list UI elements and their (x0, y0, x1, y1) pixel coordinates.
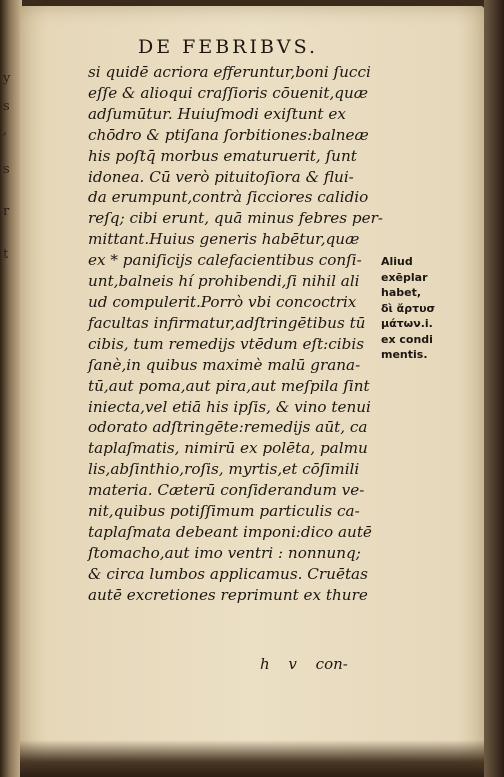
margin-note-line: Aliud (381, 255, 413, 268)
text-line: materia. Cæterū conſiderandum ve- (88, 481, 365, 500)
text-line: autē excretiones reprimunt ex thure (88, 585, 368, 604)
margin-note-line: μάτων.i. (381, 317, 433, 330)
text-line: tū,aut poma,aut pira,aut meſpila ſint (88, 376, 370, 395)
edge-glyph: r (3, 204, 10, 219)
margin-note-line: δὶ ἄρτυσ (381, 301, 436, 315)
edge-glyph: y (3, 71, 11, 86)
text-line: si quidē acriora efferuntur,boni ſucci (88, 63, 371, 81)
text-line: taplaſmata debeant imponi:dico autē (88, 522, 372, 541)
text-line: lis,abſinthio,roſis, myrtis,et cōſimili (88, 460, 360, 479)
edge-glyph: s (3, 99, 10, 114)
margin-note-line: habet, (381, 286, 422, 299)
left-page-edge (0, 0, 22, 777)
text-line: ſanè,in quibus maximè malū grana- (88, 355, 361, 374)
text-line: chōdro & ptiſana ſorbitiones:balneæ (88, 125, 369, 144)
text-line: reſq; cibi erunt, quā minus febres per- (88, 209, 384, 228)
text-line: da erumpunt,contrà ſicciores calidio (88, 188, 369, 207)
body-text-block (88, 62, 384, 606)
text-line: eſſe & alioqui craſſioris cōuenit,quæ (88, 83, 369, 102)
edge-glyph: , (3, 123, 8, 138)
text-line: ſtomacho,aut imo ventri : nonnunq; (88, 543, 361, 562)
text-line: mittant.Huius generis habētur,quæ (88, 230, 360, 249)
text-line: & circa lumbos applicamus. Cruētas (88, 564, 368, 583)
margin-note-line: mentis. (381, 348, 428, 361)
text-line: odorato adſtringēte:remedijs aūt, ca (88, 418, 368, 437)
text-line: idonea. Cū verò pituitoſiora & flui- (88, 167, 354, 186)
marginal-note (381, 254, 435, 363)
text-line: his poſtq̄ morbus ematuruerit, ſunt (88, 146, 357, 165)
text-line: cibis, tum remedijs vtēdum eſt:cibis (88, 334, 365, 353)
margin-note-line: exēplar (381, 270, 428, 284)
signature-catchword: h v con- (260, 655, 348, 673)
text-line: adſumūtur. Huiuſmodi exiſtunt ex (88, 104, 346, 123)
edge-glyph: t (3, 247, 9, 262)
edge-glyph: s (3, 162, 10, 177)
margin-note-line: ex condi (381, 332, 433, 346)
running-header: DE FEBRIBVS. (138, 36, 319, 58)
text-line: unt,balneis hí prohibendi,ſi nihil ali (88, 272, 360, 291)
text-line: facultas infirmatur,adſtringētibus tū (88, 313, 366, 332)
page-bottom-shadow (20, 740, 484, 777)
text-line: nit,quibus potiſſimum particulis ca- (88, 502, 360, 521)
text-line: ud compulerit.Porrò vbi concoctrix (88, 292, 357, 311)
text-line: iniecta,vel etiā his ipſis, & vino tenui (88, 397, 371, 416)
text-line: ex * paniſicijs calefacientibus conſi- (88, 251, 362, 270)
right-page-edge (484, 0, 504, 777)
text-line: taplaſmatis, nimirū ex polēta, palmu (88, 439, 368, 458)
